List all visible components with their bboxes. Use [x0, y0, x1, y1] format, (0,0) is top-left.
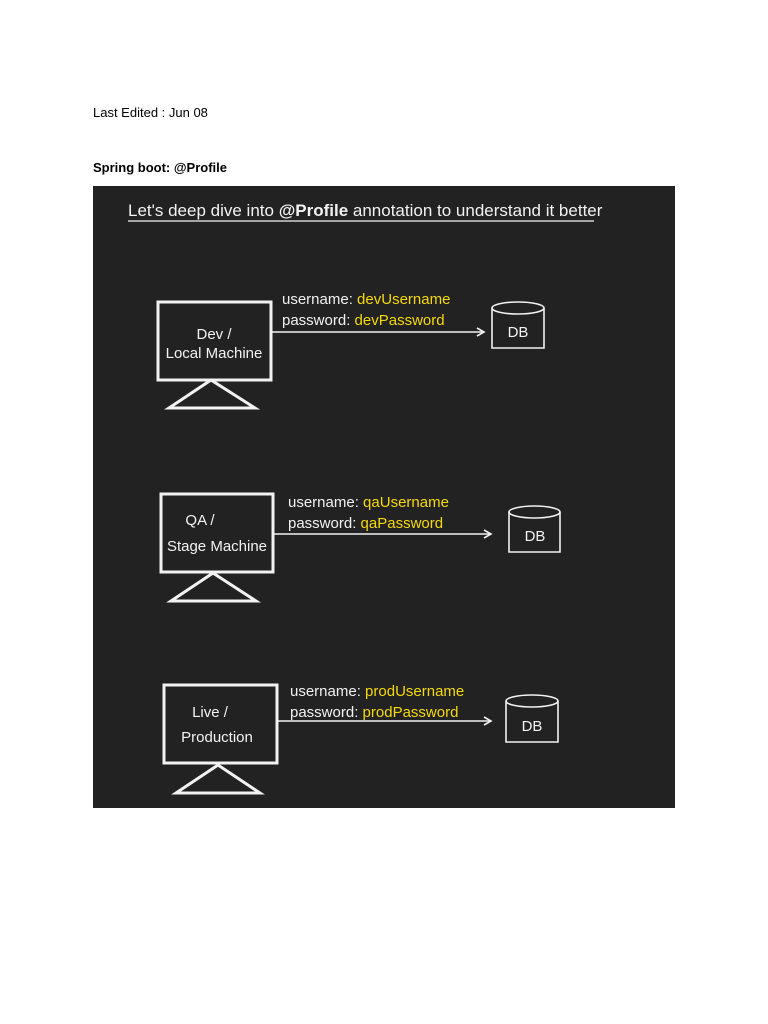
password-line	[288, 515, 443, 532]
username-value: devUsername	[357, 291, 451, 308]
username-label: username:	[290, 683, 366, 700]
database-label: DB	[521, 718, 543, 735]
environment-production	[164, 683, 558, 793]
environment-qa	[161, 494, 560, 601]
username-line	[282, 291, 450, 308]
profile-diagram	[93, 186, 675, 808]
password-value: prodPassword	[362, 704, 459, 721]
monitor-icon	[161, 494, 273, 572]
monitor-stand-icon	[176, 765, 260, 793]
password-value: devPassword	[354, 312, 445, 329]
environment-name-line1: Live /	[192, 704, 228, 721]
password-line	[282, 312, 445, 329]
username-label: username:	[288, 494, 364, 511]
database-icon	[509, 506, 560, 552]
monitor-stand-icon	[169, 380, 255, 408]
password-label: password:	[282, 312, 355, 329]
document-heading: Spring boot: @Profile	[93, 160, 227, 175]
environment-name-line2: Production	[181, 729, 253, 746]
environment-name-line1: Dev /	[196, 326, 232, 343]
username-value: prodUsername	[365, 683, 465, 700]
database-icon	[492, 302, 544, 348]
monitor-icon	[164, 685, 277, 763]
environment-name-line2: Stage Machine	[166, 538, 268, 555]
password-line	[290, 704, 458, 721]
username-value: qaUsername	[363, 494, 449, 511]
monitor-stand-icon	[171, 573, 256, 601]
username-label: username:	[282, 291, 358, 308]
diagram-title-prefix: Let's deep dive into	[128, 201, 279, 220]
password-label: password:	[288, 515, 361, 532]
password-label: password:	[290, 704, 363, 721]
last-edited-text: Last Edited : Jun 08	[93, 105, 208, 120]
username-line	[290, 683, 464, 700]
database-label: DB	[524, 528, 546, 545]
database-icon	[506, 695, 558, 742]
environment-name-line1: QA /	[185, 512, 215, 529]
diagram-title-bold: @Profile	[278, 201, 349, 220]
diagram-title-suffix: annotation to understand it better	[348, 201, 603, 220]
diagram-title	[128, 201, 603, 220]
environment-name-line2: Local Machine	[165, 345, 263, 362]
database-label: DB	[507, 324, 529, 341]
environment-dev	[158, 291, 544, 408]
username-line	[288, 494, 449, 511]
password-value: qaPassword	[360, 515, 444, 532]
